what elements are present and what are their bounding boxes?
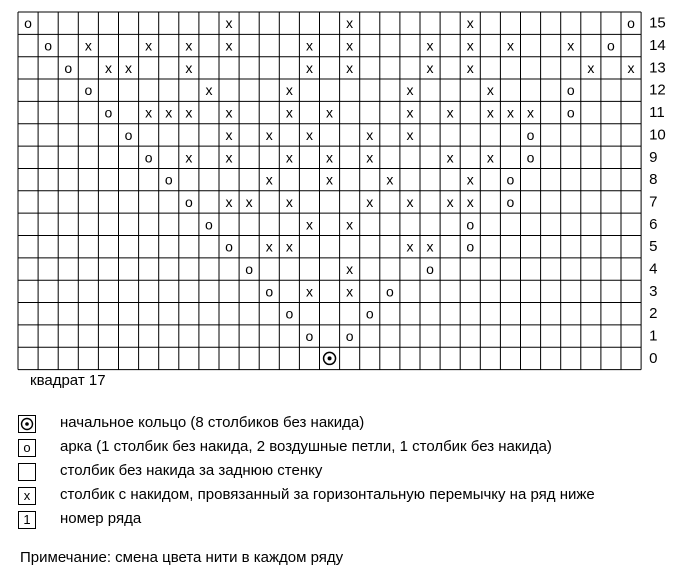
arch-symbol: o [305, 328, 314, 345]
arch-symbol: o [84, 82, 93, 99]
ring-icon [324, 352, 336, 364]
arch-symbol: o [225, 238, 233, 255]
arch-icon: o [18, 439, 36, 457]
cross-symbol: x [245, 193, 253, 210]
cross-symbol: x [225, 104, 233, 121]
arch-symbol: o [365, 305, 374, 322]
arch-symbol: o [506, 193, 515, 210]
cross-symbol: x [346, 59, 354, 76]
cross-symbol: x [326, 149, 334, 166]
arch-symbol: o [44, 37, 53, 54]
cross-symbol: x [446, 193, 454, 210]
row-number: 11 [649, 104, 665, 122]
arch-symbol: o [627, 15, 635, 32]
cross-symbol: x [426, 59, 434, 76]
row-number: 10 [649, 126, 666, 144]
cross-symbol: x [426, 37, 434, 54]
arch-symbol: o [205, 216, 213, 233]
cross-symbol: x [406, 82, 414, 99]
cross-symbol: x [185, 149, 193, 166]
arch-symbol: o [265, 283, 274, 300]
arch-symbol: o [104, 104, 113, 121]
row-number: 13 [649, 59, 666, 77]
cross-symbol: x [225, 193, 233, 210]
row-number: 0 [649, 349, 658, 367]
row-number: 2 [649, 305, 658, 323]
arch-symbol: o [526, 149, 535, 166]
row-number: 6 [649, 215, 658, 233]
cross-symbol: x [406, 193, 414, 210]
legend-text-row-number: номер ряда [60, 510, 142, 527]
cross-symbol: x [104, 59, 112, 76]
cross-symbol: x [185, 104, 193, 121]
ring-icon [18, 415, 36, 433]
cross-symbol: x [346, 261, 354, 278]
cross-symbol: x [406, 126, 414, 143]
arch-symbol: o [566, 82, 575, 99]
cross-symbol: x [466, 171, 474, 188]
cross-symbol: x [326, 104, 334, 121]
legend-text-arch: арка (1 столбик без накида, 2 воздушные петли, 1 столбик без накида) [60, 438, 552, 455]
cross-symbol: x [466, 37, 474, 54]
cross-symbol: x [466, 59, 474, 76]
cross-symbol: x [466, 15, 474, 32]
cross-icon: x [18, 487, 36, 505]
row-number: 8 [649, 171, 658, 189]
cross-symbol: x [486, 104, 494, 121]
arch-symbol: o [285, 305, 294, 322]
row-number: 1 [649, 327, 658, 345]
cross-symbol: x [205, 82, 213, 99]
note: Примечание: смена цвета нити в каждом ряду [20, 549, 344, 566]
row-number: 14 [649, 37, 666, 55]
cross-symbol: x [225, 37, 233, 54]
cross-symbol: x [305, 37, 313, 54]
arch-symbol: o [385, 283, 394, 300]
cross-symbol: x [225, 126, 233, 143]
cross-symbol: x [426, 238, 434, 255]
cross-symbol: x [486, 149, 494, 166]
empty-cell-icon [18, 463, 36, 481]
arch-symbol: o [426, 261, 434, 278]
arch-symbol: o [144, 149, 153, 166]
cross-symbol: x [366, 126, 374, 143]
cross-symbol: x [84, 37, 92, 54]
arch-symbol: o [526, 126, 535, 143]
cross-symbol: x [145, 37, 153, 54]
arch-symbol: o [24, 15, 32, 32]
cross-symbol: x [527, 104, 535, 121]
cross-symbol: x [225, 149, 233, 166]
cross-symbol: x [285, 193, 293, 210]
cross-symbol: x [506, 37, 514, 54]
cross-symbol: x [587, 59, 595, 76]
cross-symbol: x [366, 149, 374, 166]
arch-symbol: o [566, 104, 575, 121]
row-number: 7 [649, 193, 658, 211]
cross-symbol: x [406, 104, 414, 121]
cross-symbol: x [285, 149, 293, 166]
legend-text-ring: начальное кольцо (8 столбиков без накида) [60, 414, 365, 431]
cross-symbol: x [366, 193, 374, 210]
cross-symbol: x [346, 15, 354, 32]
row-number: 4 [649, 260, 658, 278]
row-number: 12 [649, 81, 666, 99]
arch-symbol: o [466, 216, 475, 233]
cross-symbol: x [305, 216, 313, 233]
row-number-icon: 1 [18, 511, 36, 529]
cross-symbol: x [305, 283, 313, 300]
cross-symbol: x [285, 104, 293, 121]
cross-symbol: x [265, 171, 273, 188]
cross-symbol: x [466, 193, 474, 210]
cross-symbol: x [305, 59, 313, 76]
cross-symbol: x [265, 238, 273, 255]
chart-caption: квадрат 17 [30, 372, 106, 389]
cross-symbol: x [125, 59, 133, 76]
cross-symbol: x [346, 283, 354, 300]
cross-symbol: x [346, 37, 354, 54]
cross-symbol: x [567, 37, 575, 54]
arch-symbol: o [64, 59, 73, 76]
arch-symbol: o [164, 171, 173, 188]
row-number: 9 [649, 148, 658, 166]
cross-symbol: x [145, 104, 153, 121]
arch-symbol: o [345, 328, 354, 345]
cross-symbol: x [225, 15, 233, 32]
cross-symbol: x [386, 171, 394, 188]
arch-symbol: o [184, 193, 193, 210]
row-number: 15 [649, 14, 666, 32]
legend-text-cross: столбик с накидом, провязанный за горизонтальную перемычку на ряд ниже [60, 486, 595, 503]
cross-symbol: x [326, 171, 334, 188]
cross-symbol: x [506, 104, 514, 121]
arch-symbol: o [124, 126, 133, 143]
cross-symbol: x [285, 82, 293, 99]
cross-symbol: x [165, 104, 173, 121]
arch-symbol: o [506, 171, 515, 188]
legend-text-back-loop: столбик без накида за заднюю стенку [60, 462, 323, 479]
cross-symbol: x [446, 149, 454, 166]
arch-symbol: o [245, 261, 254, 278]
cross-symbol: x [406, 238, 414, 255]
cross-symbol: x [446, 104, 454, 121]
cross-symbol: x [346, 216, 354, 233]
row-number: 3 [649, 282, 658, 300]
cross-symbol: x [285, 238, 293, 255]
arch-symbol: o [607, 37, 615, 54]
cross-symbol: x [185, 37, 193, 54]
arch-symbol: o [466, 238, 475, 255]
cross-symbol: x [265, 126, 273, 143]
cross-symbol: x [627, 59, 635, 76]
cross-symbol: x [486, 82, 494, 99]
cross-symbol: x [305, 126, 313, 143]
cross-symbol: x [185, 59, 193, 76]
row-number: 5 [649, 238, 658, 256]
